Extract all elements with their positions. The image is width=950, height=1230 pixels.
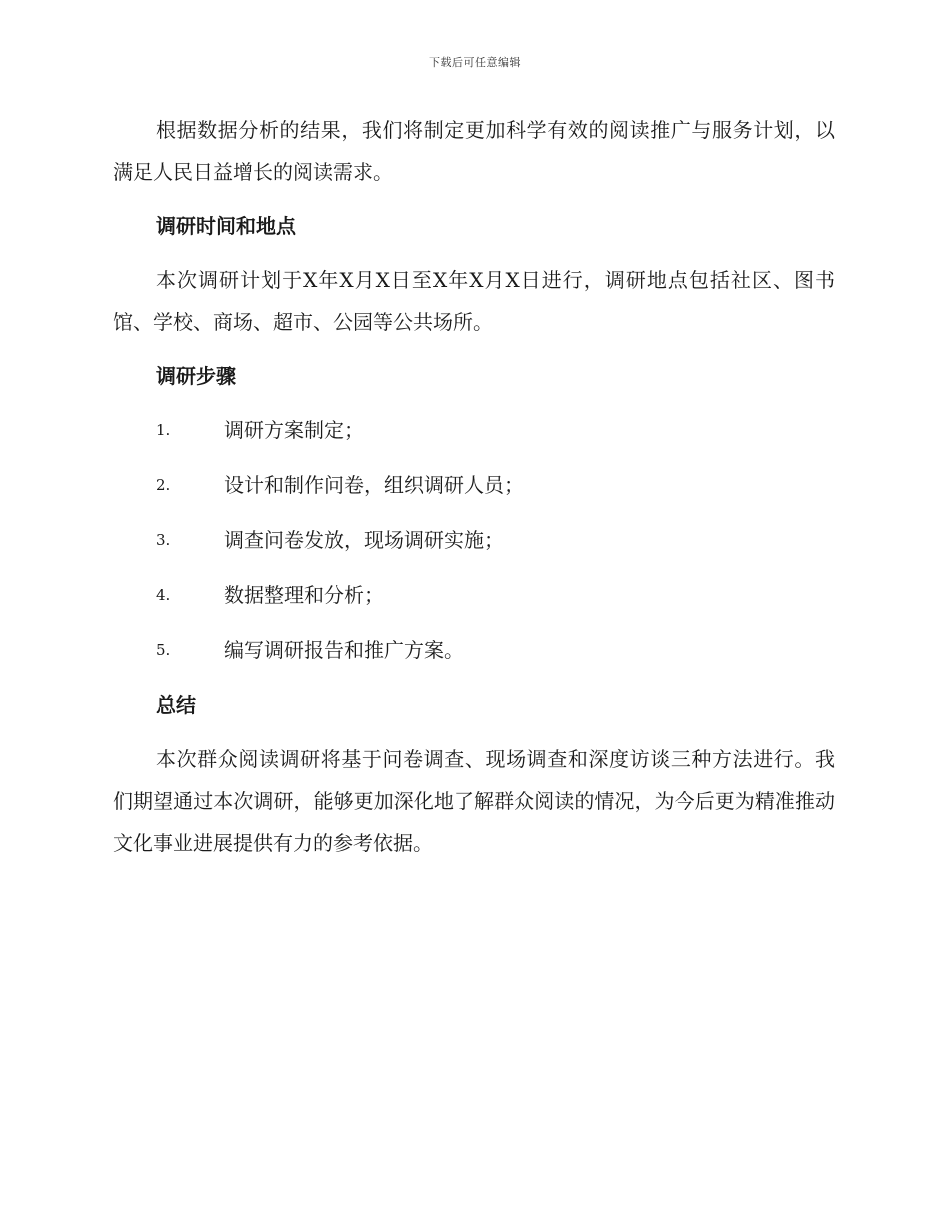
intro-paragraph: 根据数据分析的结果，我们将制定更加科学有效的阅读推广与服务计划，以满足人民日益增长的阅读需求。	[113, 118, 835, 184]
time-place-heading: 调研时间和地点	[156, 214, 296, 238]
steps-heading: 调研步骤	[156, 364, 236, 388]
step-number: 2.	[156, 476, 171, 494]
step-number: 3.	[156, 531, 171, 549]
steps-list	[113, 409, 835, 671]
list-item	[113, 574, 835, 616]
list-item	[113, 519, 835, 561]
step-text: 调查问卷发放，现场调研实施；	[224, 528, 504, 552]
list-item	[113, 629, 835, 671]
step-text: 数据整理和分析；	[224, 583, 384, 607]
time-place-paragraph: 本次调研计划于X年X月X日至X年X月X日进行，调研地点包括社区、图书馆、学校、商场、超市、公园等公共场所。	[113, 268, 835, 334]
summary-heading: 总结	[156, 693, 196, 717]
header-note: 下载后可任意编辑	[429, 56, 521, 69]
list-item	[113, 464, 835, 506]
summary-paragraph: 本次群众阅读调研将基于问卷调查、现场调查和深度访谈三种方法进行。我们期望通过本次调研，能够更加深化地了解群众阅读的情况，为今后更为精准推动文化事业进展提供有力的参考依据。	[113, 747, 835, 855]
step-number: 5.	[156, 641, 171, 659]
document-body	[113, 109, 835, 876]
step-number: 1.	[156, 421, 171, 439]
step-text: 调研方案制定；	[224, 418, 364, 442]
step-text: 设计和制作问卷，组织调研人员；	[224, 473, 524, 497]
step-text: 编写调研报告和推广方案。	[224, 638, 464, 662]
step-number: 4.	[156, 586, 171, 604]
list-item	[113, 409, 835, 451]
